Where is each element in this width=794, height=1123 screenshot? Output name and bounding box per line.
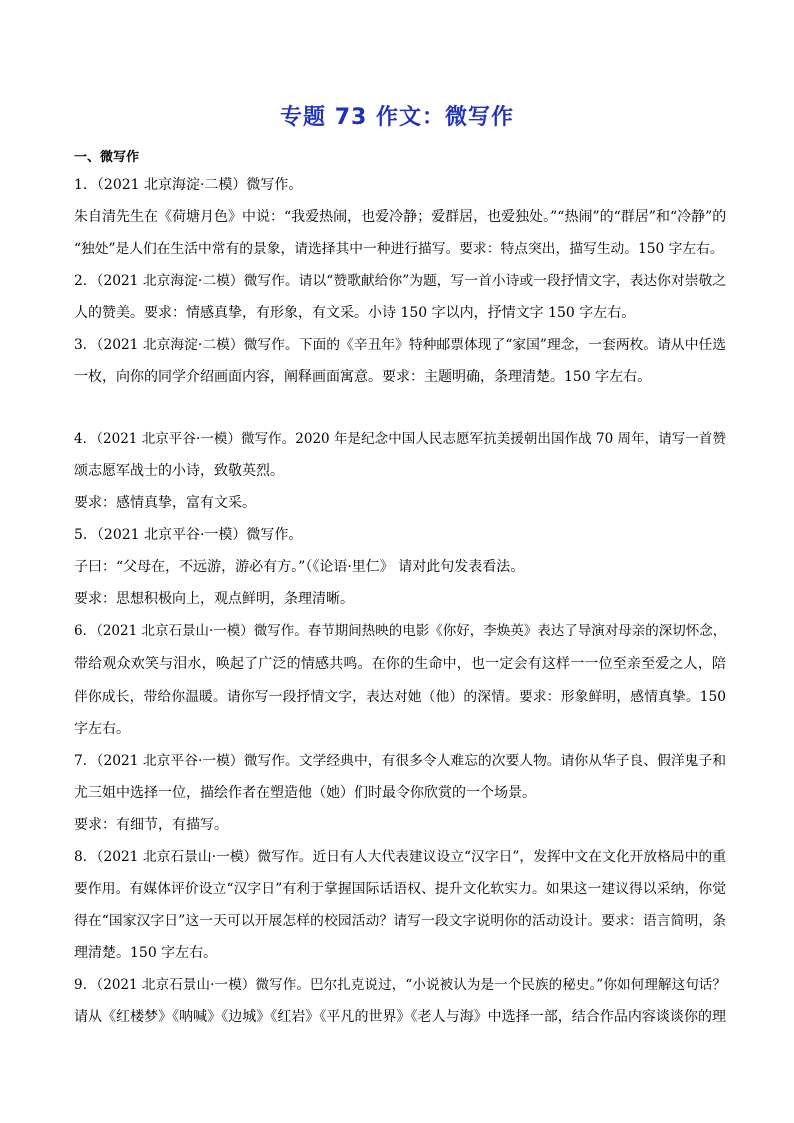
- text-line: 带给观众欢笑与泪水，唤起了广泛的情感共鸣。在你的生命中，也一定会有这样一一位至亲至爱之人，陪: [74, 656, 726, 672]
- text-line: 要求：思想积极向上，观点鲜明，条理清晰。: [74, 591, 354, 607]
- text-line: 3．（2021 北京海淀·二模）微写作。下面的《辛丑年》特种邮票体现了“家国”理念，一套两枚。请从中任选: [74, 337, 726, 353]
- text-line: 1．（2021 北京海淀·二模）微写作。: [74, 177, 303, 193]
- text-line: 7．（2021 北京平谷·一模）微写作。文学经典中，有很多令人难忘的次要人物。请你从华子良、假洋鬼子和: [74, 753, 726, 769]
- text-line: 一枚，向你的同学介绍画面内容，阐释画面寓意。要求：主题明确，条理清楚。150 字左右。: [74, 369, 652, 385]
- text-line: 朱自清先生在《荷塘月色》中说：“我爱热闹，也爱冷静；爱群居，也爱独处。”“热闹”的“群居”和“冷静”的: [74, 209, 727, 225]
- text-line: 子曰：“父母在，不远游，游必有方。”（《论语·里仁》 请对此句发表看法。: [74, 559, 525, 575]
- text-line: 要作用。有媒体评价设立“汉字日”有利于掌握国际话语权、提升文化软实力。如果这一建议得以采纳，你觉: [74, 881, 726, 897]
- text-line: 要求：有细节，有描写。: [74, 817, 228, 833]
- text-line: 尤三姐中选择一位，描绘作者在塑造他（她）们时最令你欣赏的一个场景。: [74, 785, 536, 801]
- text-line: 人的赞美。要求：情感真挚，有形象，有文采。小诗 150 字以内，抒情文字 150 字左右。: [74, 305, 636, 321]
- text-line: 8．（2021 北京石景山·一模）微写作。近日有人大代表建议设立“汉字日”，发挥中文在文化开放格局中的重: [74, 849, 726, 865]
- text-line: 字左右。: [74, 721, 130, 737]
- section-heading: 一、微写作: [74, 150, 140, 165]
- text-line: 2．（2021 北京海淀·二模）微写作。请以“赞歌献给你”为题，写一首小诗或一段抒情文字，表达你对崇敬之: [74, 273, 726, 289]
- text-line: 伴你成长，带给你温暖。请你写一段抒情文字，表达对她（他）的深情。要求：形象鲜明，感情真挚。150: [74, 689, 726, 705]
- text-line: 4．（2021 北京平谷·一模）微写作。2020 年是纪念中国人民志愿军抗美援朝出国作战 70 周年，请写一首赞: [74, 431, 726, 447]
- text-line: 要求：感情真挚，富有文采。: [74, 495, 256, 511]
- text-line: 5．（2021 北京平谷·一模）微写作。: [74, 527, 303, 543]
- text-line: 理清楚。150 字左右。: [74, 945, 218, 961]
- text-line: 请从《红楼梦》《呐喊》《边城》《红岩》《平凡的世界》《老人与海》中选择一部，结合作品内容谈谈你的理: [74, 1009, 726, 1025]
- text-line: 9．（2021 北京石景山·一模）微写作。巴尔扎克说过，“小说被认为是一个民族的秘史。”你如何理解这句话？: [74, 977, 726, 993]
- text-line: 颂志愿军战士的小诗，致敬英烈。: [74, 463, 284, 479]
- text-line: 6．（2021 北京石景山·一模）微写作。春节期间热映的电影《你好，李焕英》表达了导演对母亲的深切怀念，: [74, 623, 727, 639]
- page-title: 专题 73 作文：微写作: [280, 105, 514, 130]
- text-line: 得在“国家汉字日”这一天可以开展怎样的校园活动？请写一段文字说明你的活动设计。要求：语言简明，条: [74, 913, 726, 929]
- text-line: “独处”是人们在生活中常有的景象，请选择其中一种进行描写。要求：特点突出，描写生动。150 字左右。: [74, 241, 724, 257]
